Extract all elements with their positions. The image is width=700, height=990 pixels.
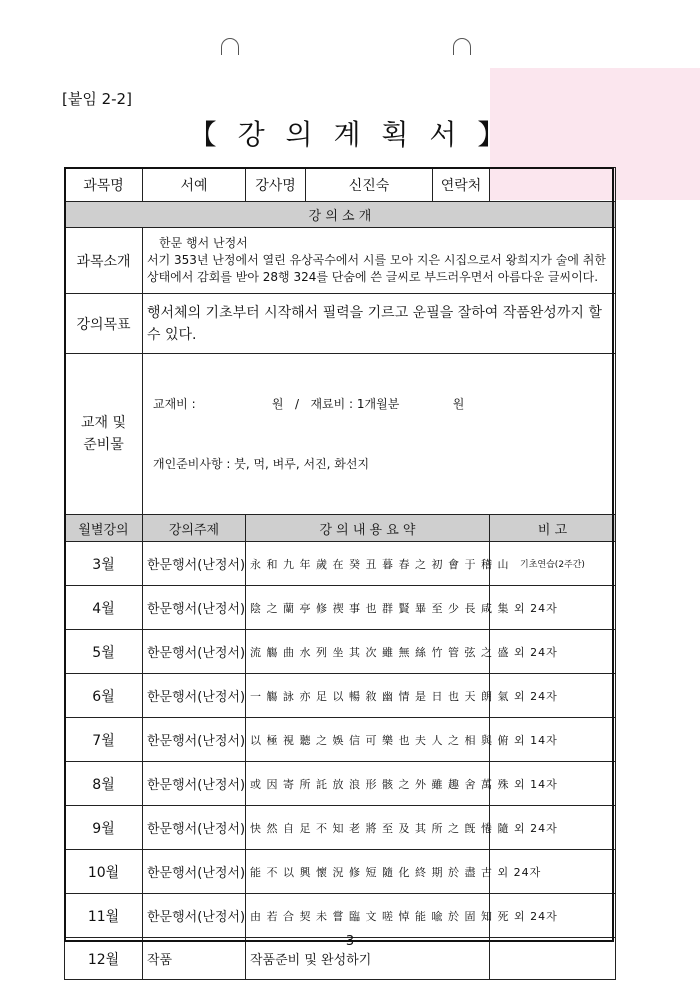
materials-label-line-2: 준비물 <box>83 437 124 453</box>
materials-text <box>143 354 616 515</box>
schedule-month: 9월 <box>65 806 143 850</box>
schedule-topic: 작품 <box>143 938 246 980</box>
schedule-month: 5월 <box>65 630 143 674</box>
goal-text: 행서체의 기초부터 시작해서 필력을 기르고 운필을 잘하여 작품완성까지 할 수 있다. <box>143 294 616 354</box>
instructor-value: 신진숙 <box>306 168 433 202</box>
intro-row <box>65 228 616 294</box>
schedule-summary: 能 不 以 興 懷 況 修 短 隨 化 終 期 於 盡 古 외 24자 <box>246 850 490 894</box>
document-title: 【 강 의 계 획 서 】 <box>188 118 512 151</box>
schedule-row <box>65 894 616 938</box>
page-number: - 3 - <box>337 934 363 949</box>
lecture-plan-table <box>64 167 616 980</box>
course-label: 과목명 <box>65 168 143 202</box>
course-value: 서예 <box>143 168 246 202</box>
goal-row <box>65 294 616 354</box>
schedule-header-month: 월별강의 <box>65 515 143 542</box>
schedule-summary: 작품준비 및 완성하기 <box>246 938 490 980</box>
intro-line-1: 한문 행서 난정서 <box>159 236 248 250</box>
schedule-topic: 한문행서(난정서) <box>143 718 246 762</box>
schedule-topic: 한문행서(난정서) <box>143 894 246 938</box>
schedule-header-row <box>65 515 616 542</box>
info-row <box>65 168 616 202</box>
contact-value <box>490 168 616 202</box>
materials-label <box>65 354 143 515</box>
intro-line-2: 서기 353년 난정에서 열린 유상곡수에서 시를 모아 지은 시집으로서 왕희지가 술에 취한 상태에서 감회를 받아 28행 324를 단숨에 쓴 글씨로 부드러우면서 아름다운 글씨이다. <box>147 253 606 284</box>
schedule-month: 10월 <box>65 850 143 894</box>
schedule-month: 11월 <box>65 894 143 938</box>
schedule-row <box>65 542 616 586</box>
schedule-topic: 한문행서(난정서) <box>143 850 246 894</box>
schedule-header-note: 비 고 <box>490 515 616 542</box>
binder-hole-left <box>221 38 239 55</box>
materials-line-2: 개인준비사항 : 붓, 먹, 벼루, 서진, 화선지 <box>153 457 370 471</box>
schedule-row <box>65 806 616 850</box>
schedule-summary: 或 因 寄 所 託 放 浪 形 骸 之 外 雖 趣 舍 萬 殊 외 14자 <box>246 762 490 806</box>
schedule-month: 8월 <box>65 762 143 806</box>
schedule-summary: 永 和 九 年 歲 在 癸 丑 暮 春 之 初 會 于 稽 山 <box>246 542 490 586</box>
attachment-label: [붙임 2-2] <box>62 90 132 108</box>
schedule-row <box>65 586 616 630</box>
materials-label-line-1: 교재 및 <box>80 415 127 431</box>
schedule-topic: 한문행서(난정서) <box>143 674 246 718</box>
schedule-month: 3월 <box>65 542 143 586</box>
binder-hole-right <box>453 38 471 55</box>
contact-label: 연락처 <box>433 168 490 202</box>
schedule-row <box>65 630 616 674</box>
schedule-topic: 한문행서(난정서) <box>143 586 246 630</box>
schedule-row <box>65 762 616 806</box>
schedule-month: 6월 <box>65 674 143 718</box>
intro-section-header: 강 의 소 개 <box>65 202 616 228</box>
schedule-topic: 한문행서(난정서) <box>143 630 246 674</box>
intro-label: 과목소개 <box>65 228 143 294</box>
schedule-summary: 陰 之 蘭 亭 修 禊 事 也 群 賢 畢 至 少 長 咸 集 외 24자 <box>246 586 490 630</box>
schedule-summary: 快 然 自 足 不 知 老 將 至 及 其 所 之 旣 惓 隨 외 24자 <box>246 806 490 850</box>
schedule-row <box>65 718 616 762</box>
schedule-row <box>65 674 616 718</box>
schedule-month: 4월 <box>65 586 143 630</box>
schedule-summary: 流 觴 曲 水 列 坐 其 次 雖 無 絲 竹 管 弦 之 盛 외 24자 <box>246 630 490 674</box>
schedule-row <box>65 850 616 894</box>
schedule-header-summary: 강 의 내 용 요 약 <box>246 515 490 542</box>
schedule-month: 12월 <box>65 938 143 980</box>
schedule-summary: 由 若 合 契 未 嘗 臨 文 嗟 悼 能 喩 於 固 知 死 외 24자 <box>246 894 490 938</box>
materials-row <box>65 354 616 515</box>
schedule-summary: 以 極 視 聽 之 娛 信 可 樂 也 夫 人 之 相 與 俯 외 14자 <box>246 718 490 762</box>
intro-text <box>143 228 616 294</box>
instructor-label: 강사명 <box>246 168 306 202</box>
schedule-note: 기초연습(2주간) <box>490 542 616 586</box>
goal-label: 강의목표 <box>65 294 143 354</box>
schedule-header-topic: 강의주제 <box>143 515 246 542</box>
schedule-summary: 一 觴 詠 亦 足 以 暢 敘 幽 情 是 日 也 天 朗 氣 외 24자 <box>246 674 490 718</box>
schedule-topic: 한문행서(난정서) <box>143 762 246 806</box>
schedule-topic: 한문행서(난정서) <box>143 806 246 850</box>
schedule-month: 7월 <box>65 718 143 762</box>
schedule-topic: 한문행서(난정서) <box>143 542 246 586</box>
materials-line-1: 교재비 : 원 / 재료비 : 1개월분 원 <box>153 397 465 411</box>
